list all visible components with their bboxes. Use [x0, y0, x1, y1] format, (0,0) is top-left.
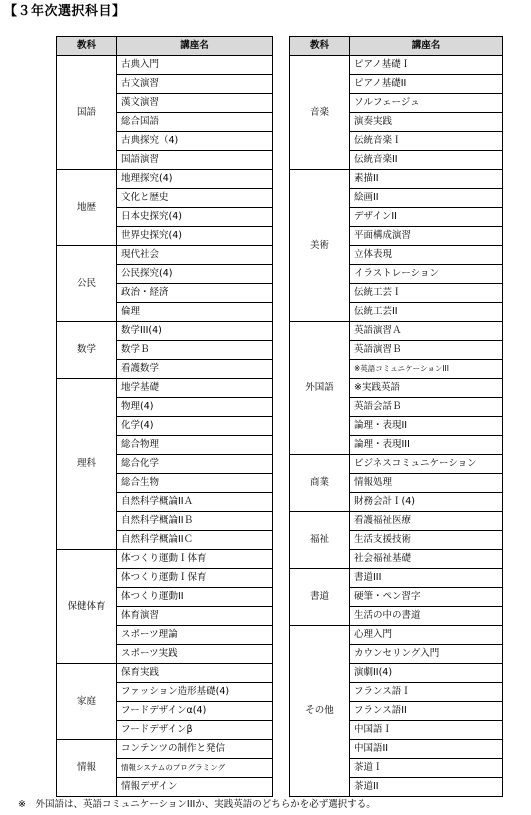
subject-cell: 美術 — [290, 170, 350, 322]
course-cell: 情報システムのプログラミング — [117, 759, 273, 778]
course-cell: 自然科学概論IIＢ — [117, 512, 273, 531]
course-cell: フランス語Ｉ — [350, 683, 503, 702]
course-cell: 物理(4) — [117, 398, 273, 417]
course-cell: 総合生物 — [117, 474, 273, 493]
table-row — [57, 379, 273, 398]
course-cell: 倫理 — [117, 303, 273, 322]
table-row — [290, 626, 503, 645]
course-cell: ピアノ基礎II — [350, 75, 503, 94]
course-cell: 公民探究(4) — [117, 265, 273, 284]
course-cell: コンテンツの制作と発信 — [117, 740, 273, 759]
table-row — [57, 664, 273, 683]
subject-cell: 商業 — [290, 455, 350, 512]
course-cell: 総合物理 — [117, 436, 273, 455]
course-cell: スポーツ実践 — [117, 645, 273, 664]
table-row — [290, 322, 503, 341]
course-cell: 自然科学概論IIＡ — [117, 493, 273, 512]
course-cell: 英語演習Ａ — [350, 322, 503, 341]
course-header: 講座名 — [117, 37, 273, 56]
course-cell: 体つくり運動Ｉ体育 — [117, 550, 273, 569]
table-row — [290, 170, 503, 189]
course-cell: 日本史探究(4) — [117, 208, 273, 227]
course-cell: 書道III — [350, 569, 503, 588]
course-cell: 英語演習Ｂ — [350, 341, 503, 360]
course-cell: ピアノ基礎Ｉ — [350, 56, 503, 75]
subject-cell: 保健体育 — [57, 550, 117, 664]
course-cell: 平面構成演習 — [350, 227, 503, 246]
table-header-row — [57, 37, 273, 56]
course-cell: 演奏実践 — [350, 113, 503, 132]
subject-cell: 国語 — [57, 56, 117, 170]
course-cell: 伝統音楽II — [350, 151, 503, 170]
course-cell: 地学基礎 — [117, 379, 273, 398]
course-cell: 看護福祉医療 — [350, 512, 503, 531]
course-cell: 社会福祉基礎 — [350, 550, 503, 569]
course-header: 講座名 — [350, 37, 503, 56]
subject-cell: 理科 — [57, 379, 117, 550]
subject-cell: 公民 — [57, 246, 117, 322]
table-row — [290, 569, 503, 588]
table-row — [290, 455, 503, 474]
course-cell: フードデザインβ — [117, 721, 273, 740]
table-row — [57, 56, 273, 75]
page-title: 【３年次選択科目】 — [4, 4, 126, 19]
course-cell: イラストレーション — [350, 265, 503, 284]
course-cell: 保育実践 — [117, 664, 273, 683]
subject-cell: 書道 — [290, 569, 350, 626]
table-row — [57, 322, 273, 341]
course-cell: 演劇II(4) — [350, 664, 503, 683]
course-cell: 情報処理 — [350, 474, 503, 493]
course-cell: 中国語II — [350, 740, 503, 759]
subject-cell: 音楽 — [290, 56, 350, 170]
course-cell: ファッション造形基礎(4) — [117, 683, 273, 702]
subject-cell: 情報 — [57, 740, 117, 797]
course-cell: 素描II — [350, 170, 503, 189]
table-row — [57, 170, 273, 189]
course-cell: フードデザインα(4) — [117, 702, 273, 721]
course-cell: 心理入門 — [350, 626, 503, 645]
course-cell: 硬筆・ペン習字 — [350, 588, 503, 607]
course-cell: 世界史探究(4) — [117, 227, 273, 246]
course-cell: 絵画II — [350, 189, 503, 208]
course-cell: 伝統工芸II — [350, 303, 503, 322]
course-cell: 論理・表現II — [350, 417, 503, 436]
course-cell: スポーツ理論 — [117, 626, 273, 645]
course-cell: 文化と歴史 — [117, 189, 273, 208]
course-cell: 伝統工芸Ｉ — [350, 284, 503, 303]
course-cell: 体育演習 — [117, 607, 273, 626]
subject-header: 教科 — [290, 37, 350, 56]
course-cell: 古文演習 — [117, 75, 273, 94]
course-cell: 伝統音楽Ｉ — [350, 132, 503, 151]
course-cell: カウンセリング入門 — [350, 645, 503, 664]
course-cell: 数学III(4) — [117, 322, 273, 341]
course-cell: 看護数学 — [117, 360, 273, 379]
course-cell: ビジネスコミュニケーション — [350, 455, 503, 474]
course-cell: ソルフェージュ — [350, 94, 503, 113]
course-cell: 財務会計Ｉ(4) — [350, 493, 503, 512]
course-cell: 現代社会 — [117, 246, 273, 265]
subject-cell: その他 — [290, 626, 350, 797]
course-cell: 自然科学概論IIＣ — [117, 531, 273, 550]
subject-header: 教科 — [57, 37, 117, 56]
table-row — [290, 56, 503, 75]
course-cell: 総合国語 — [117, 113, 273, 132]
course-cell: デザインII — [350, 208, 503, 227]
subject-cell: 家庭 — [57, 664, 117, 740]
table-row — [290, 512, 503, 531]
course-cell: 総合化学 — [117, 455, 273, 474]
course-cell: 論理・表現III — [350, 436, 503, 455]
table-header-row — [290, 37, 503, 56]
course-cell: 数学Ｂ — [117, 341, 273, 360]
table-row — [57, 550, 273, 569]
course-cell: 地理探究(4) — [117, 170, 273, 189]
course-cell: 生活の中の書道 — [350, 607, 503, 626]
right-course-table — [289, 36, 503, 797]
course-cell: 政治・経済 — [117, 284, 273, 303]
course-cell: 立体表現 — [350, 246, 503, 265]
course-cell: ※英語コミュニケーションIII — [350, 360, 503, 379]
footnote: ※ 外国語は、英語コミュニケーションIIIか、実践英語のどちらかを必ず選択する。 — [18, 799, 376, 810]
course-cell: 古典探究（4) — [117, 132, 273, 151]
subject-cell: 外国語 — [290, 322, 350, 455]
course-cell: 化学(4) — [117, 417, 273, 436]
course-cell: 茶道Ｉ — [350, 759, 503, 778]
course-cell: 古典入門 — [117, 56, 273, 75]
subject-cell: 数学 — [57, 322, 117, 379]
course-cell: 英語会話Ｂ — [350, 398, 503, 417]
course-cell: 中国語Ｉ — [350, 721, 503, 740]
subject-cell: 福祉 — [290, 512, 350, 569]
course-cell: ※実践英語 — [350, 379, 503, 398]
course-cell: 茶道II — [350, 778, 503, 797]
course-cell: フランス語II — [350, 702, 503, 721]
course-cell: 体つくり運動Ｉ保育 — [117, 569, 273, 588]
course-cell: 体つくり運動II — [117, 588, 273, 607]
subject-cell: 地歴 — [57, 170, 117, 246]
table-row — [57, 246, 273, 265]
course-cell: 漢文演習 — [117, 94, 273, 113]
course-cell: 生活支援技術 — [350, 531, 503, 550]
left-course-table — [56, 36, 273, 797]
course-cell: 国語演習 — [117, 151, 273, 170]
table-row — [57, 740, 273, 759]
course-cell: 情報デザイン — [117, 778, 273, 797]
